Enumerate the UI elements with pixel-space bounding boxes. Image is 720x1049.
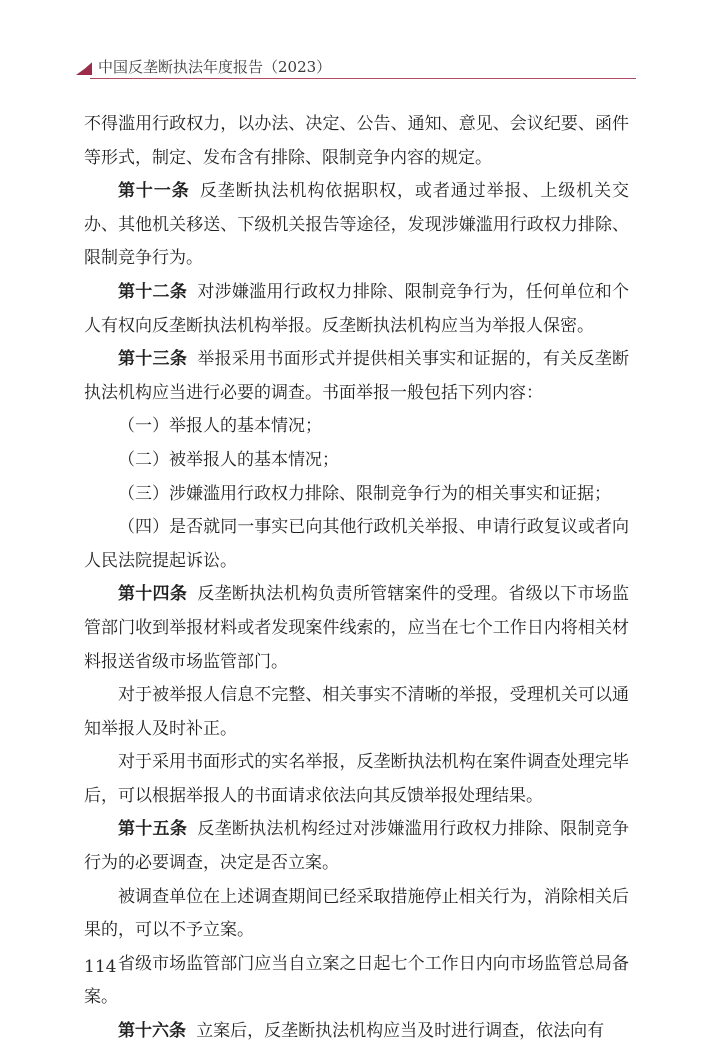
article-heading: 第十二条 bbox=[118, 281, 188, 302]
paragraph-article-11: 第十一条 反垄断执法机构依据职权，或者通过举报、上级机关交办、其他机关移送、下级机关报告等途径，发现涉嫌滥用行政权力排除、限制竞争行为。 bbox=[84, 181, 630, 269]
paragraph-article-12: 第十二条 对涉嫌滥用行政权力排除、限制竞争行为，任何单位和个人有权向反垄断执法机构举报。反垄断执法机构应当为举报人保密。 bbox=[84, 281, 630, 336]
article-heading: 第十五条 bbox=[118, 819, 188, 840]
body-text bbox=[84, 108, 629, 1049]
paragraph-article-15: 第十五条 反垄断执法机构经过对涉嫌滥用行政权力排除、限制竞争行为的必要调查，决定是否立案。 bbox=[84, 819, 630, 874]
header-corner-mark bbox=[76, 59, 92, 75]
page-number: 114 bbox=[84, 957, 117, 977]
article-heading: 第十六条 bbox=[118, 1021, 186, 1042]
article-heading: 第十四条 bbox=[118, 584, 188, 605]
list-item-3: （三）涉嫌滥用行政权力排除、限制竞争行为的相关事实和证据； bbox=[118, 483, 611, 504]
header-title: 中国反垄断执法年度报告（2023） bbox=[98, 58, 332, 76]
paragraph-article-16: 第十六条 立案后，反垄断执法机构应当及时进行调查，依法向有 bbox=[118, 1021, 605, 1042]
list-item-4: （四）是否就同一事实已向其他行政机关举报、申请行政复议或者向人民法院提起诉讼。 bbox=[84, 517, 629, 571]
list-item-2: （二）被举报人的基本情况； bbox=[118, 449, 339, 470]
paragraph-continued: 不得滥用行政权力，以办法、决定、公告、通知、意见、会议纪要、函件等形式，制定、发布含有排除、限制竞争内容的规定。 bbox=[84, 114, 629, 168]
paragraph: 被调查单位在上述调查期间已经采取措施停止相关行为，消除相关后果的，可以不予立案。 bbox=[84, 886, 629, 941]
article-heading: 第十一条 bbox=[118, 181, 190, 202]
paragraph: 对于采用书面形式的实名举报，反垄断执法机构在案件调查处理完毕后，可以根据举报人的书面请求依法向其反馈举报处理结果。 bbox=[84, 752, 629, 806]
paragraph: 对于被举报人信息不完整、相关事实不清晰的举报，受理机关可以通知举报人及时补正。 bbox=[84, 685, 629, 739]
paragraph-article-14: 第十四条 反垄断执法机构负责所管辖案件的受理。省级以下市场监管部门收到举报材料或者发现案件线索的，应当在七个工作日内将相关材料报送省级市场监管部门。 bbox=[84, 584, 630, 672]
paragraph-article-13: 第十三条 举报采用书面形式并提供相关事实和证据的，有关反垄断执法机构应当进行必要的调查。书面举报一般包括下列内容： bbox=[84, 349, 630, 403]
running-header bbox=[76, 56, 636, 78]
article-heading: 第十三条 bbox=[118, 349, 188, 370]
paragraph: 省级市场监管部门应当自立案之日起七个工作日内向市场监管总局备案。 bbox=[84, 953, 629, 1008]
header-rule bbox=[90, 78, 636, 79]
list-item-1: （一）举报人的基本情况； bbox=[118, 416, 322, 437]
